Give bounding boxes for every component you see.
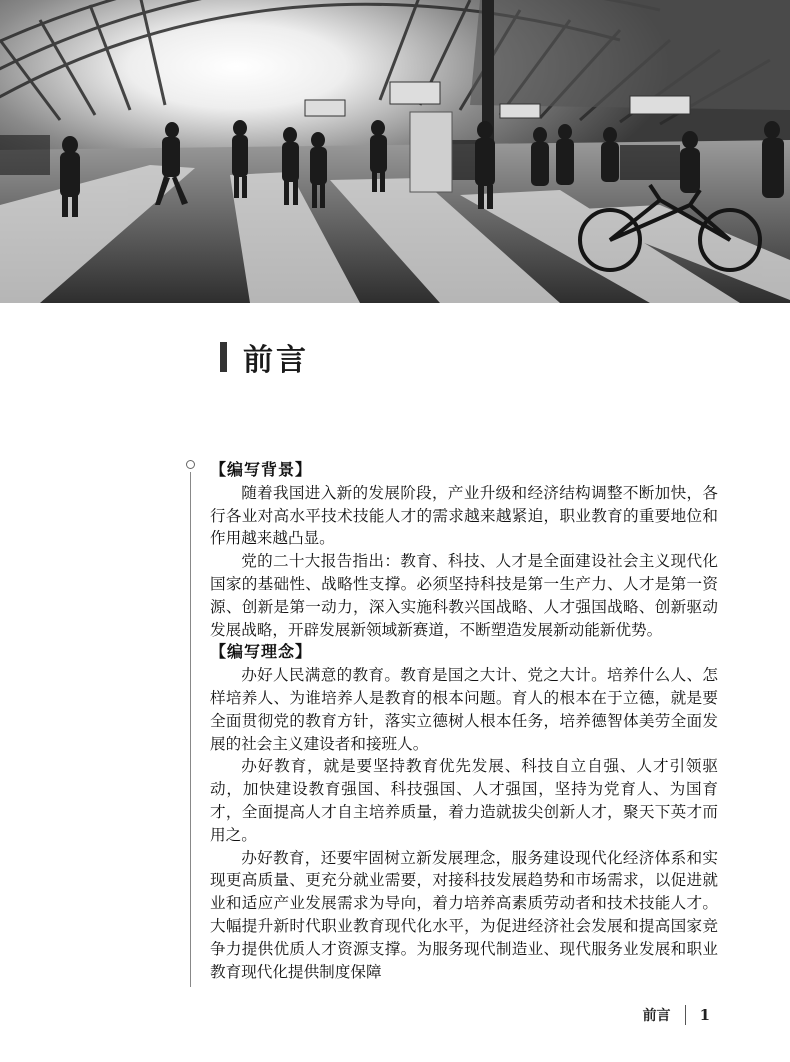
header-photo [0, 0, 790, 303]
paragraph: 办好人民满意的教育。教育是国之大计、党之大计。培养什么人、怎样培养人、为谁培养人是教育的根本问题。育人的根本在于立德，就是要全面贯彻党的教育方针，落实立德树人根本任务，培养德智体美劳全面发展的社会主义建设者和接班人。 [210, 666, 718, 753]
vertical-rule [190, 472, 191, 987]
paragraph: 办好教育，还要牢固树立新发展理念，服务建设现代化经济体系和实现更高质量、更充分就业需要，对接科技发展趋势和市场需求，以促进就业和适应产业发展需求为导向，着力培养高素质劳动者和技术技能人才。大幅提升新时代职业教育现代化水平，为促进经济社会发展和提高国家竞争力提供优质人才资源支撑。为服务现代制造业、现代服务业发展和职业教育现代化提供制度保障 [210, 848, 718, 981]
train-station-photo [0, 0, 790, 303]
title-accent-bar [220, 342, 227, 372]
page-title-block [220, 337, 309, 377]
preface-content [210, 459, 718, 983]
paragraph: 随着我国进入新的发展阶段，产业升级和经济结构调整不断加快，各行各业对高水平技术技能人才的需求越来越紧迫，职业教育的重要地位和作用越来越凸显。 [210, 483, 718, 548]
paragraph: 办好教育，就是要坚持教育优先发展、科技自立自强、人才引领驱动，加快建设教育强国、科技强国、人才强国，坚持为党育人、为国育才，全面提高人才自主培养质量，着力造就拔尖创新人才，聚天下英才而用之。 [210, 757, 718, 844]
page-title: 前言 [243, 343, 309, 378]
paragraph: 党的二十大报告指出：教育、科技、人才是全面建设社会主义现代化国家的基础性、战略性支撑。必须坚持科技是第一生产力、人才是第一资源、创新是第一动力，深入实施科教兴国战略、人才强国战略、创新驱动发展战略，开辟发展新领域新赛道，不断塑造发展新动能新优势。 [210, 552, 718, 639]
footer-divider [685, 1005, 686, 1025]
rule-circle-icon [186, 460, 195, 469]
footer-section-label: 前言 [642, 1008, 671, 1024]
page-number: 1 [699, 1006, 710, 1024]
section-heading-philosophy: 【编写理念】 [210, 642, 313, 662]
page-footer [643, 1003, 710, 1027]
section-heading-background: 【编写背景】 [210, 460, 313, 479]
